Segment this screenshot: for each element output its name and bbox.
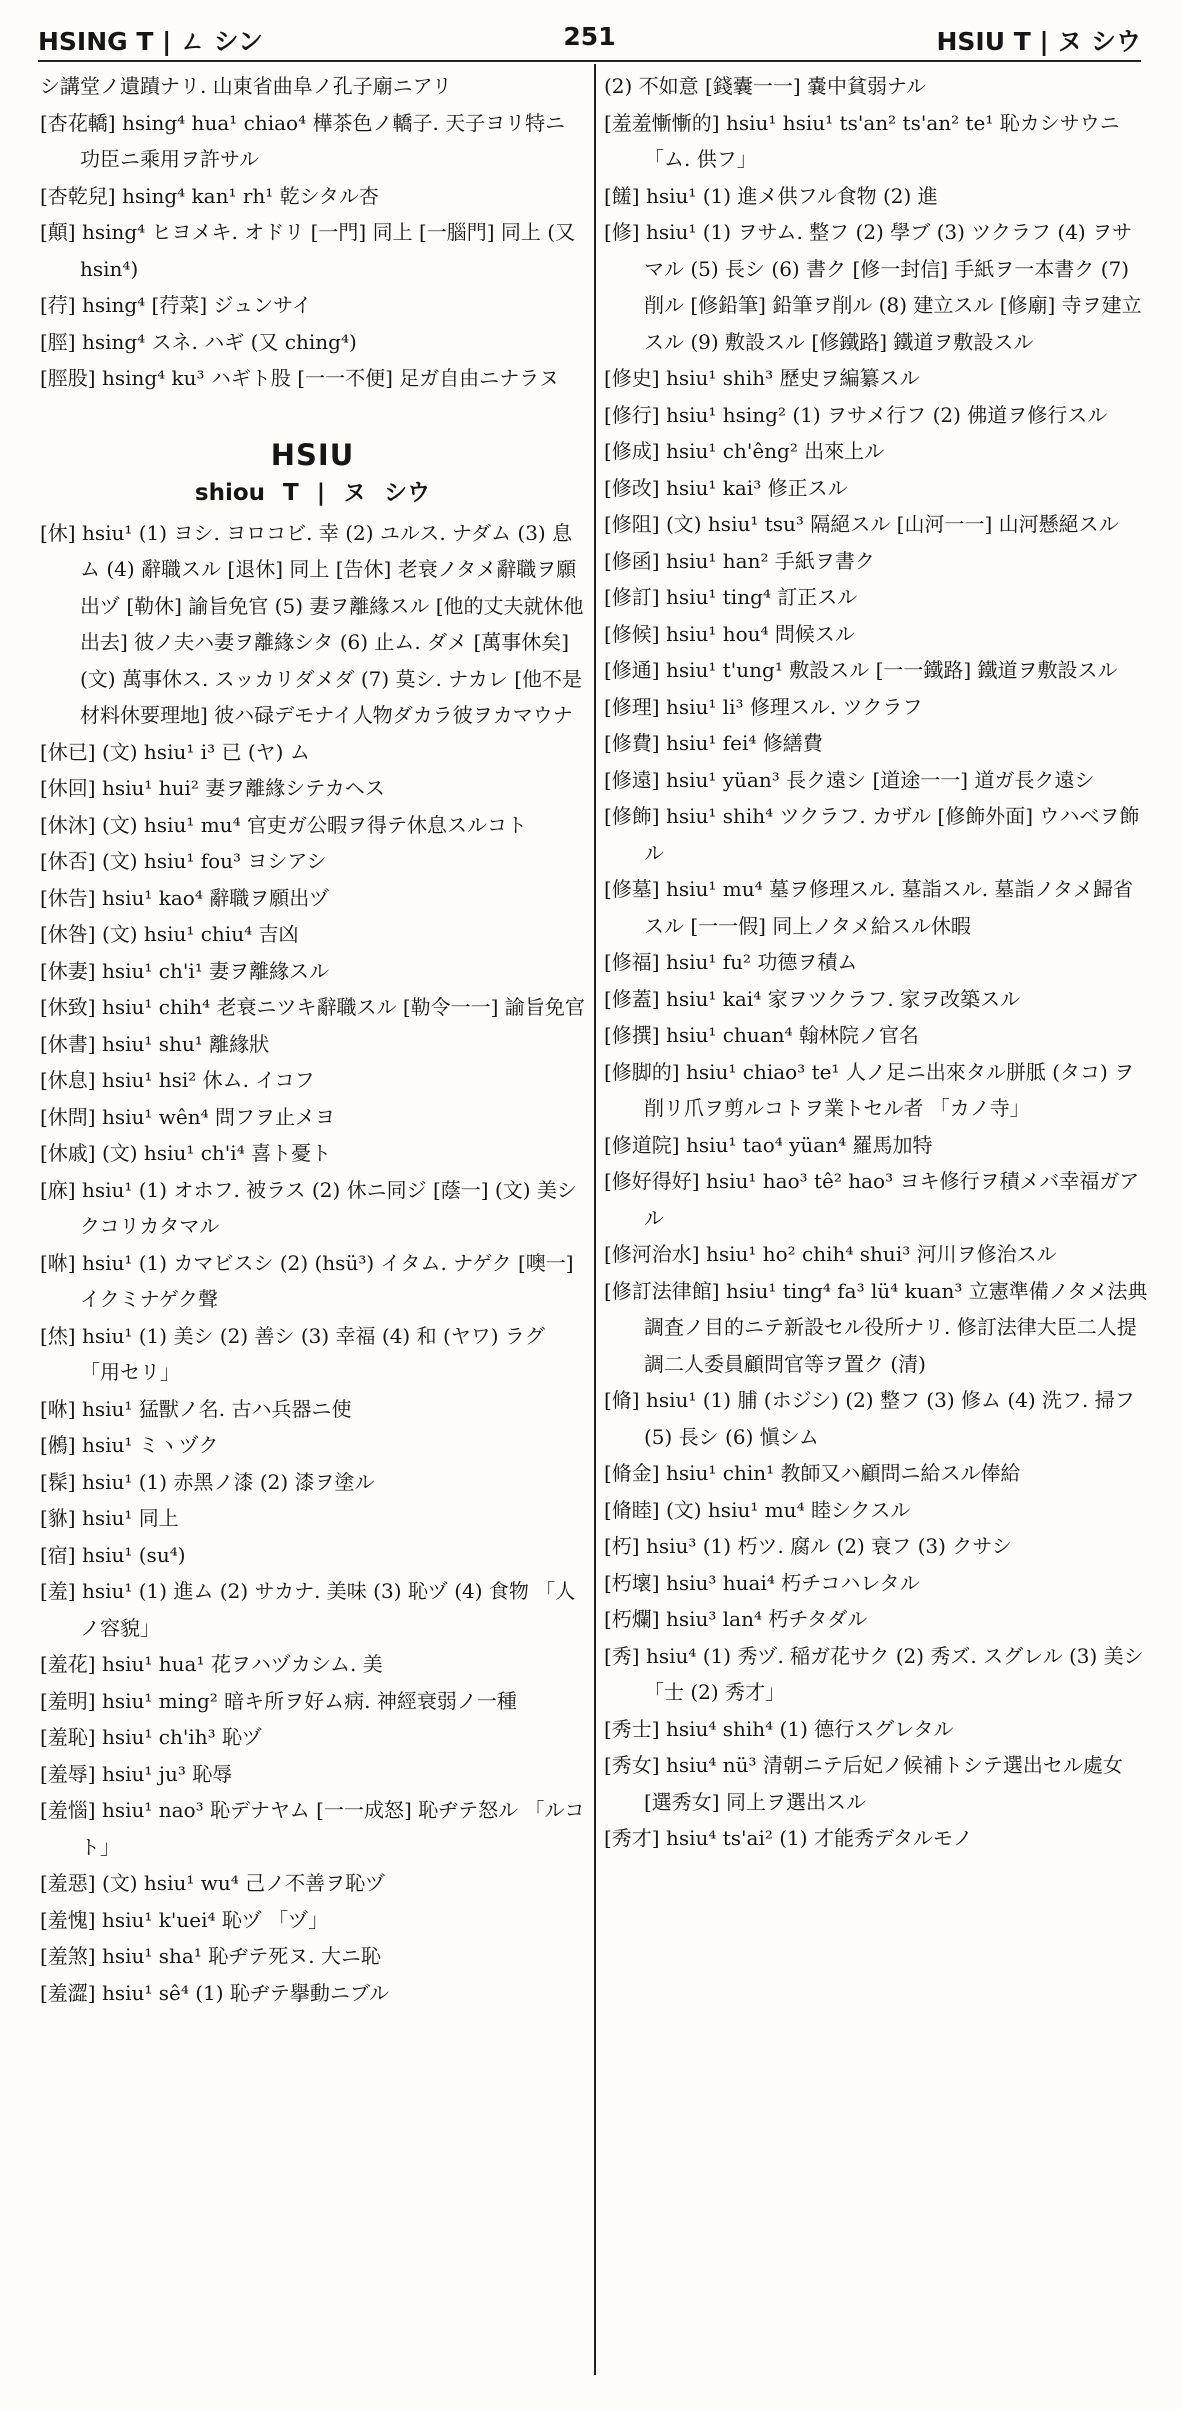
dictionary-entry: [荇] hsing⁴ [荇菜] ジュンサイ (40, 293, 312, 317)
dictionary-entry: [朽壞] hsiu³ huai⁴ 朽チコハレタル (604, 1570, 920, 1595)
running-head-right: HSIU T | ヌ シウ (936, 27, 1141, 56)
dictionary-entry: [杏乾兒] hsing⁴ kan¹ rh¹ 乾シタル杏 (40, 183, 379, 208)
dictionary-entry: [羞愧] hsiu¹ k'uei⁴ 恥ヅ 「ヅ」 (40, 1907, 329, 1932)
dictionary-entry: [修阻] (文) hsiu¹ tsu³ 隔絕スル [山河一一] 山河懸絕スル (604, 512, 1119, 536)
dictionary-entry: [修好得好] hsiu¹ hao³ tê² hao³ ヨキ修行ヲ積メバ幸福ガアル (604, 1169, 1140, 1230)
dictionary-entry: [休戚] (文) hsiu¹ ch'i⁴ 喜ト憂ト (40, 1141, 332, 1165)
dictionary-entry: [休沐] (文) hsiu¹ mu⁴ 官吏ガ公暇ヲ得テ休息スルコト (40, 812, 527, 837)
section-heading (40, 435, 585, 511)
dictionary-entry: [脩金] hsiu¹ chin¹ 教師又ハ顧問ニ給スル俸給 (604, 1461, 1021, 1485)
left-column-entries-bottom (40, 515, 585, 2012)
dictionary-entry: [羞花] hsiu¹ hua¹ 花ヲハヅカシム. 美 (40, 1652, 383, 1676)
dictionary-entry: [修通] hsiu¹ t'ung¹ 敷設スル [一一鐵路] 鐵道ヲ敷設スル (604, 658, 1118, 682)
dictionary-entry: [休回] hsiu¹ hui² 妻ヲ離緣シテカヘス (40, 776, 385, 800)
dictionary-entry: [休已] (文) hsiu¹ i³ 已 (ヤ) ム (40, 739, 310, 764)
dictionary-entry: [羞惱] hsiu¹ nao³ 恥デナヤム [一一成怒] 恥ヂテ怒ル 「ルコト」 (40, 1798, 585, 1859)
dictionary-entry: [羞恥] hsiu¹ ch'ih³ 恥ヅ (40, 1725, 262, 1749)
dictionary-entry: [休妻] hsiu¹ ch'i¹ 妻ヲ離緣スル (40, 958, 330, 983)
dictionary-entry: [休問] hsiu¹ wên⁴ 問フヲ止メヨ (40, 1104, 335, 1129)
dictionary-entry: [修蓋] hsiu¹ kai⁴ 家ヲツクラフ. 家ヲ改築スル (604, 986, 1021, 1011)
dictionary-entry: [饈] hsiu¹ (1) 進メ供フル食物 (2) 進 (604, 183, 938, 208)
dictionary-entry: [修候] hsiu¹ hou⁴ 問候スル (604, 621, 855, 646)
left-column-entries-top (40, 68, 585, 397)
section-subtitle: shiou T | ヌ シウ (194, 479, 431, 506)
dictionary-entry: [秀士] hsiu⁴ shih⁴ (1) 德行スグレタル (604, 1716, 954, 1741)
dictionary-entry: [修行] hsiu¹ hsing² (1) ヲサメ行フ (2) 佛道ヲ修行スル (604, 402, 1108, 427)
dictionary-entry: [秀女] hsiu⁴ nü³ 清朝ニテ后妃ノ候補トシテ選出セル處女 [選秀女] 同上ヲ選出スル (604, 1753, 1123, 1814)
dictionary-entry: [修費] hsiu¹ fei⁴ 修繕費 (604, 731, 823, 755)
left-column (40, 68, 585, 2379)
dictionary-entry: [修函] hsiu¹ han² 手紙ヲ書ク (604, 548, 875, 573)
dictionary-entry: [休] hsiu¹ (1) ヨシ. ヨロコビ. 幸 (2) ユルス. ナダム (3) 息ム (4) 辭職スル [退休] 同上 [告休] 老衰ノタメ辭職ヲ願出ヅ [勒休] 諭旨免官 (5) 妻ヲ離緣スル [他的丈夫就休他出去] 彼ノ夫ハ妻ヲ離緣シタ (6) 止ム. ダメ [萬事休矣] (文) 萬事休ス. スッカリダメダ (7) 莫シ. ナカレ [他不是材料休要理地] 彼ハ碌デモナイ人物ダカラ彼ヲカマウナ (40, 520, 584, 727)
dictionary-entry: [脩睦] (文) hsiu¹ mu⁴ 睦シクスル (604, 1497, 911, 1522)
dictionary-entry: [修遠] hsiu¹ yüan³ 長ク遠シ [道途一一] 道ガ長ク遠シ (604, 767, 1095, 792)
dictionary-entry: [貅] hsiu¹ 同上 (40, 1506, 179, 1530)
dictionary-entry: [羞惡] (文) hsiu¹ wu⁴ 己ノ不善ヲ恥ヅ (40, 1871, 386, 1895)
dictionary-entry: [休否] (文) hsiu¹ fou³ ヨシアシ (40, 849, 327, 873)
dictionary-entry: [朽爛] hsiu³ lan⁴ 朽チタダル (604, 1607, 868, 1631)
dictionary-entry: [修理] hsiu¹ li³ 修理スル. ツクラフ (604, 694, 923, 719)
dictionary-entry: [咻] hsiu¹ 猛獸ノ名. 古ハ兵器ニ使 (40, 1396, 352, 1421)
dictionary-entry: [羞煞] hsiu¹ sha¹ 恥ヂテ死ヌ. 大ニ恥 (40, 1944, 381, 1968)
dictionary-entry: [杏花轎] hsing⁴ hua¹ chiao⁴ 樺茶色ノ轎子. 天子ヨリ特ニ功臣ニ乘用ヲ許サル (40, 110, 566, 171)
dictionary-entry: シ講堂ノ遺蹟ナリ. 山東省曲阜ノ孔子廟ニアリ (40, 74, 452, 98)
dictionary-entry: [修] hsiu¹ (1) ヲサム. 整フ (2) 學ブ (3) ツクラフ (4) ヲサマル (5) 長シ (6) 書ク [修一封信] 手紙ヲ一本書ク (7) 削ル [修鉛筆] 鉛筆ヲ削ル (8) 建立スル [修廟] 寺ヲ建立スル (9) 敷設スル [修鐵路] 鐵道ヲ敷設スル (604, 220, 1142, 354)
dictionary-entry: [修飾] hsiu¹ shih⁴ ツクラフ. カザル [修飾外面] ウハベヲ飾ル (604, 804, 1140, 865)
dictionary-entry: [修河治水] hsiu¹ ho² chih⁴ shui³ 河川ヲ修治スル (604, 1242, 1057, 1266)
dictionary-entry: [修成] hsiu¹ ch'êng² 出來上ル (604, 439, 885, 463)
dictionary-entry: [羞] hsiu¹ (1) 進ム (2) サカナ. 美味 (3) 恥ヅ (4) 食物 「人ノ容貌」 (40, 1579, 576, 1640)
dictionary-entry: [休書] hsiu¹ shu¹ 離緣狀 (40, 1031, 270, 1056)
dictionary-entry: [顛] hsing⁴ ヒヨメキ. オドリ [一門] 同上 [一腦門] 同上 (又 hsin⁴) (40, 220, 576, 281)
dictionary-entry: [休咎] (文) hsiu¹ chiu⁴ 吉凶 (40, 922, 299, 946)
dictionary-entry: [羞辱] hsiu¹ ju³ 恥辱 (40, 1761, 233, 1786)
right-column (604, 68, 1152, 2379)
dictionary-entry: [休致] hsiu¹ chih⁴ 老衰ニツキ辭職スル [勒令一一] 諭旨免官 (40, 995, 585, 1019)
dictionary-entry: (2) 不如意 [錢囊一一] 嚢中貧弱ナル (604, 74, 927, 98)
dictionary-entry: [修脚的] hsiu¹ chiao³ te¹ 人ノ足ニ出來タル胼胝 (タコ) ヲ削リ爪ヲ剪ルコトヲ業トセル者 「カノ寺」 (604, 1059, 1135, 1120)
dictionary-entry: [脛股] hsing⁴ ku³ ハギト股 [一一不便] 足ガ自由ニナラヌ (40, 366, 560, 390)
dictionary-entry: [修福] hsiu¹ fu² 功德ヲ積ム (604, 950, 858, 974)
dictionary-entry: [宿] hsiu¹ (su⁴) (40, 1542, 186, 1567)
dictionary-entry: [羞明] hsiu¹ ming² 暗キ所ヲ好ム病. 神經衰弱ノ一種 (40, 1688, 517, 1713)
dictionary-entry: [秀] hsiu⁴ (1) 秀ヅ. 稲ガ花サク (2) 秀ズ. スグレル (3) 美シ 「士 (2) 秀才」 (604, 1643, 1144, 1704)
running-head-left: HSING T | ㄥ シン (38, 27, 264, 56)
dictionary-entry: [羞澀] hsiu¹ sê⁴ (1) 恥ヂテ擧動ニブル (40, 1980, 390, 2005)
dictionary-entry: [朽] hsiu³ (1) 朽ツ. 腐ル (2) 衰フ (3) クサシ (604, 1534, 1012, 1558)
page-number: 251 (563, 22, 616, 51)
dictionary-entry: [羞羞慚慚的] hsiu¹ hsiu¹ ts'an² ts'an² te¹ 恥カシサウニ 「ム. 供フ」 (604, 110, 1120, 171)
dictionary-entry: [髹] hsiu¹ (1) 赤黑ノ漆 (2) 漆ヲ塗ル (40, 1469, 375, 1494)
dictionary-entry: [修史] hsiu¹ shih³ 歷史ヲ編纂スル (604, 366, 920, 390)
running-head (38, 14, 1141, 62)
dictionary-entry: [修道院] hsiu¹ tao⁴ yüan⁴ 羅馬加特 (604, 1132, 933, 1157)
dictionary-entry: [修改] hsiu¹ kai³ 修正スル (604, 475, 848, 500)
dictionary-entry: [休息] hsiu¹ hsi² 休ム. イコフ (40, 1068, 315, 1092)
section-title: HSIU (270, 437, 355, 472)
dictionary-entry: [脛] hsing⁴ スネ. ハギ (又 ching⁴) (40, 329, 357, 354)
dictionary-entry: [鵂] hsiu¹ ミヽヅク (40, 1433, 219, 1457)
dictionary-entry: [咻] hsiu¹ (1) カマビスシ (2) (hsü³) イタム. ナゲク [噢一] イクミナゲク聲 (40, 1250, 574, 1311)
right-column-entries (604, 68, 1152, 1857)
dictionary-entry: [秀才] hsiu⁴ ts'ai² (1) 才能秀デタルモノ (604, 1826, 973, 1850)
dictionary-entry: [烋] hsiu¹ (1) 美シ (2) 善シ (3) 幸福 (4) 和 (ヤワ) ラグ 「用セリ」 (40, 1323, 545, 1384)
dictionary-entry: [修墓] hsiu¹ mu⁴ 墓ヲ修理スル. 墓詣スル. 墓詣ノタメ歸省スル [一一假] 同上ノタメ給スル休暇 (604, 877, 1134, 938)
dictionary-entry: [修撰] hsiu¹ chuan⁴ 翰林院ノ官名 (604, 1023, 919, 1047)
column-divider (594, 64, 596, 2375)
dictionary-entry: [庥] hsiu¹ (1) オホフ. 被ラス (2) 休ニ同ジ [蔭一] (文) 美シクコリカタマル (40, 1177, 577, 1238)
dictionary-entry: [修訂] hsiu¹ ting⁴ 訂正スル (604, 585, 858, 609)
dictionary-entry: [脩] hsiu¹ (1) 脯 (ホジシ) (2) 整フ (3) 修ム (4) 洗フ. 掃フ (5) 長シ (6) 愼シム (604, 1388, 1135, 1449)
dictionary-entry: [修訂法律館] hsiu¹ ting⁴ fa³ lü⁴ kuan³ 立憲準備ノタメ法典調査ノ目的ニテ新設セル役所ナリ. 修訂法律大臣二人提調二人委員顧問官等ヲ置ク (清) (604, 1278, 1148, 1376)
dictionary-entry: [休告] hsiu¹ kao⁴ 辭職ヲ願出ヅ (40, 885, 330, 910)
